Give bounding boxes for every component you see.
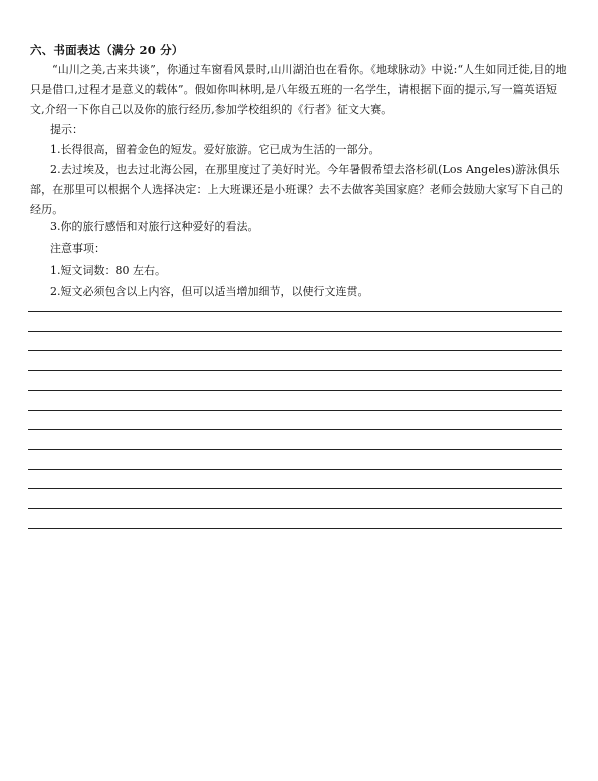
answer-line[interactable] (28, 390, 562, 391)
tip-2: 2.去过埃及，也去过北海公园，在那里度过了美好时光。今年暑假希望去洛杉矶(Los Angeles)游泳俱乐部，在那里可以根据个人选择决定：上大班课还是小班课？去不去做客美国家庭？老师会鼓励大家写下自己的经历。 (30, 163, 563, 216)
answer-line[interactable] (28, 331, 562, 332)
answer-line[interactable] (28, 350, 562, 351)
tip-1: 1.长得很高，留着金色的短发。爱好旅游。它已成为生活的一部分。 (50, 143, 380, 156)
prompt-intro: “山川之美,古来共谈”，你通过车窗看风景时,山川湖泊也在看你。《地球脉动》中说:“人生如同迁徙,目的地只是借口,过程才是意义的载体”。假如你叫林明,是八年级五班的一名学生，请根据下面的提示,写一篇英语短文,介绍一下你自己以及你的旅行经历,参加学校组织的《行者》征文大赛。 (30, 63, 567, 116)
section-heading: 六、书面表达（满分 20 分） (30, 43, 184, 57)
answer-line[interactable] (28, 410, 562, 411)
note-1: 1.短文词数：80 左右。 (50, 264, 166, 277)
answer-line[interactable] (28, 370, 562, 371)
answer-line[interactable] (28, 528, 562, 529)
answer-line[interactable] (28, 488, 562, 489)
answer-line[interactable] (28, 311, 562, 312)
note-2: 2.短文必须包含以上内容，但可以适当增加细节，以使行文连贯。 (50, 285, 369, 298)
notes-label: 注意事项： (50, 242, 105, 255)
answer-line[interactable] (28, 449, 562, 450)
answer-line[interactable] (28, 469, 562, 470)
tip-3: 3.你的旅行感悟和对旅行这种爱好的看法。 (50, 220, 259, 233)
answer-line[interactable] (28, 429, 562, 430)
answer-line[interactable] (28, 508, 562, 509)
tips-label: 提示： (50, 123, 83, 136)
